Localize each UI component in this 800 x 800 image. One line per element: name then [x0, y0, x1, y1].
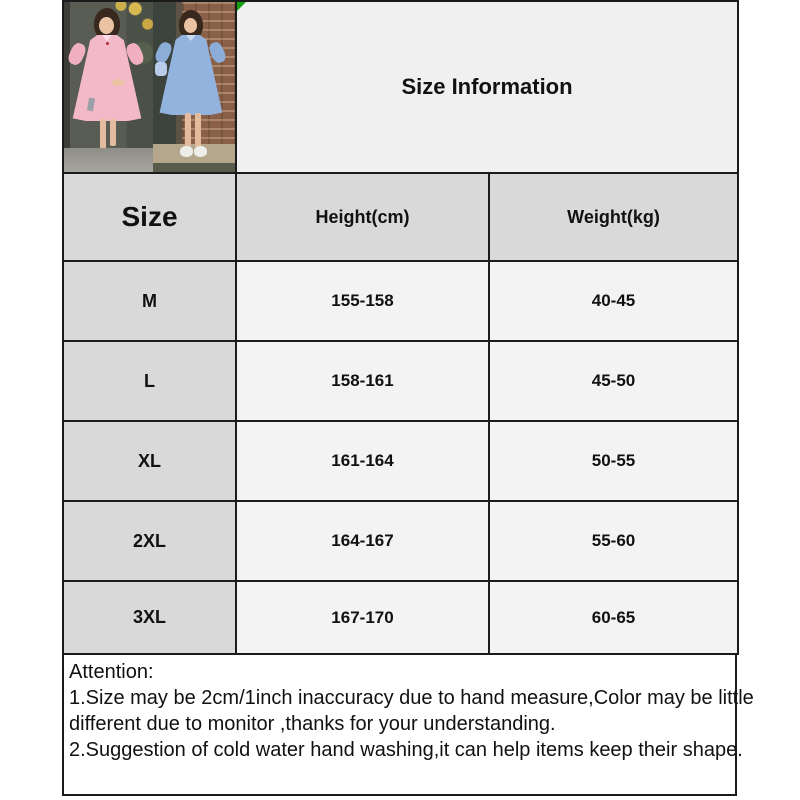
product-photo-cell — [63, 1, 236, 173]
table-row — [63, 501, 738, 581]
weight-value: 55-60 — [489, 501, 738, 581]
weight-value: 45-50 — [489, 341, 738, 421]
attention-line: different due to monitor ,thanks for your understanding. — [69, 713, 556, 735]
column-header-size: Size — [63, 173, 236, 261]
model-right-bag — [155, 62, 167, 76]
attention-heading: Attention: — [69, 661, 154, 683]
model-right-face — [184, 18, 197, 33]
model-left-hand-on-belly — [112, 79, 125, 86]
product-photo — [64, 2, 235, 172]
height-value: 155-158 — [236, 261, 489, 341]
height-value: 158-161 — [236, 341, 489, 421]
attention-line: 1.Size may be 2cm/1inch inaccuracy due to hand measure,Color may be little — [69, 687, 754, 709]
page-title: Size Information — [401, 74, 573, 99]
model-left-face — [99, 17, 114, 34]
table-row — [63, 261, 738, 341]
size-label: 3XL — [63, 581, 236, 654]
weight-value: 60-65 — [489, 581, 738, 654]
model-right-leg — [195, 113, 201, 147]
white-sneaker — [194, 146, 207, 157]
height-value: 167-170 — [236, 581, 489, 654]
height-value: 164-167 — [236, 501, 489, 581]
model-left-button — [106, 42, 109, 45]
size-table — [62, 0, 739, 655]
column-header-height: Height(cm) — [236, 173, 489, 261]
attention-line: 2.Suggestion of cold water hand washing,it can help items keep their shape. — [69, 739, 743, 761]
table-row — [63, 341, 738, 421]
model-left-sleeve — [66, 41, 88, 67]
photo-left-pink-dress — [64, 2, 153, 172]
size-label: 2XL — [63, 501, 236, 581]
size-info-sheet — [62, 0, 754, 796]
weight-value: 40-45 — [489, 261, 738, 341]
height-value: 161-164 — [236, 421, 489, 501]
column-header-weight: Weight(kg) — [489, 173, 738, 261]
attention-note — [62, 653, 754, 796]
white-sneaker — [180, 146, 193, 157]
photo-right-blue-dress — [153, 2, 235, 172]
model-left-leg — [100, 119, 106, 149]
green-corner-marker-icon — [237, 2, 246, 11]
yellow-shoe — [66, 163, 77, 170]
model-left-leg — [110, 119, 116, 146]
size-label: L — [63, 341, 236, 421]
size-label: XL — [63, 421, 236, 501]
weight-value: 50-55 — [489, 421, 738, 501]
model-right-leg — [185, 113, 191, 147]
size-label: M — [63, 261, 236, 341]
table-row — [63, 581, 738, 654]
table-row — [63, 421, 738, 501]
title-cell — [236, 1, 738, 173]
